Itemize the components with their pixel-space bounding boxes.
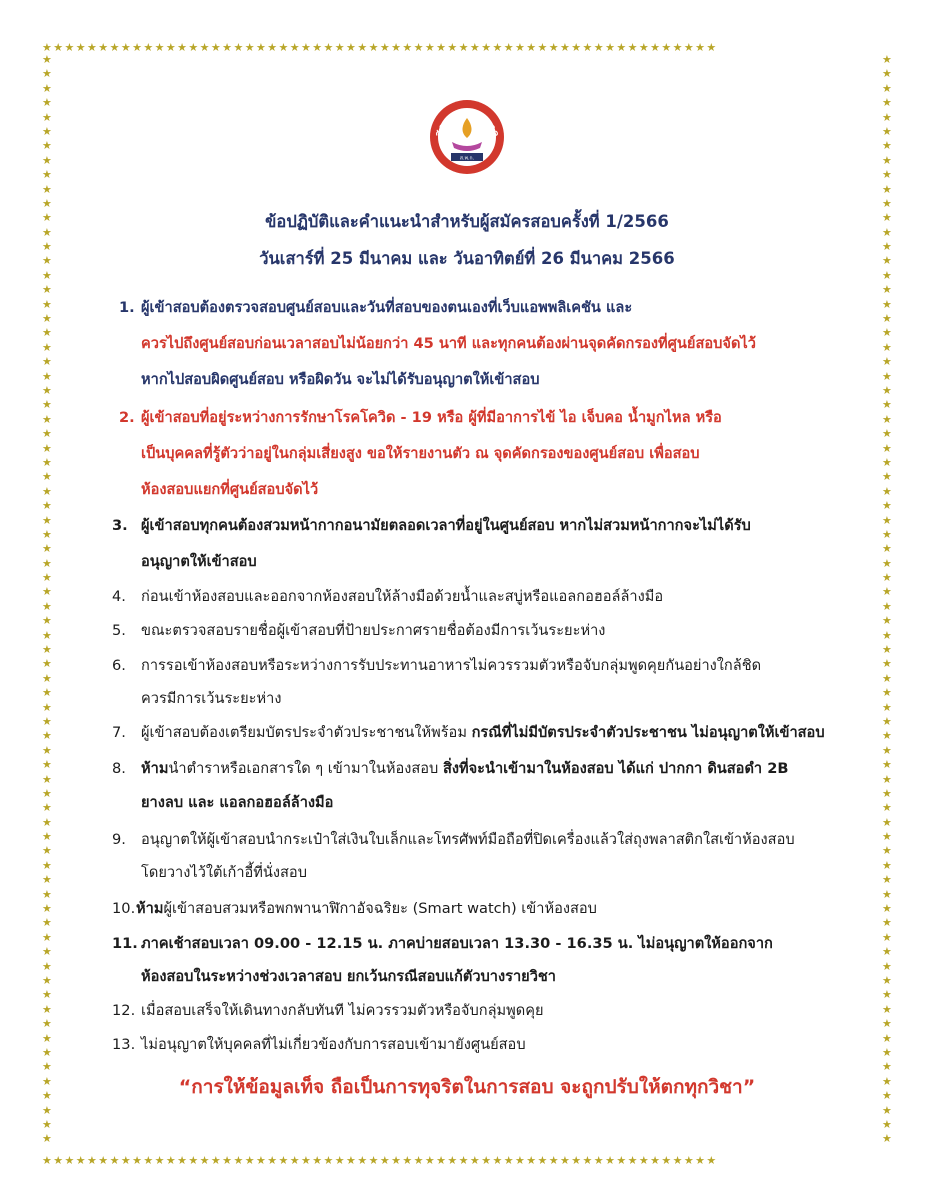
logo-small-text: ส.พ.ก. — [459, 155, 475, 162]
star-border-left: ★ ★ ★ ★ ★ ★ ★ ★ ★ ★ ★ ★ ★ ★ ★ ★ ★ ★ ★ ★ ★ ★ ★ ★ ★ ★ ★ ★ ★ ★ ★ ★ ★ ★ ★ ★ ★ ★ ★ ★ ★ ★ ★ ★ ★ ★ ★ ★ ★ ★ ★ ★ ★ ★ ★ ★ ★ ★ ★ ★ ★ ★ ★ ★ ★ ★ ★ ★ ★ ★ ★ ★ ★ ★ ★ ★ — [42, 54, 52, 1146]
star-border-top: ★★★★★★★★★★★★★★★★★★★★★★★★★★★★★★★★★★★★★★★★★★★★★★★★★★★★★★★★★★★★ — [42, 42, 718, 53]
warning-footer: “การให้ข้อมูลเท็จ ถือเป็นการทุจริตในการสอบ จะถูกปรับให้ตกทุกวิชา” — [178, 1076, 756, 1098]
logo-arc-text: สภาการพยาบาล — [433, 108, 501, 139]
star-border-bottom: ★★★★★★★★★★★★★★★★★★★★★★★★★★★★★★★★★★★★★★★★★★★★★★★★★★★★★★★★★★★★ — [42, 1155, 718, 1166]
title-line-1: ข้อปฏิบัติและคำแนะนำสำหรับผู้สมัครสอบครั้งที่ 1/2566 — [265, 212, 669, 231]
title-line-2: วันเสาร์ที่ 25 มีนาคม และ วันอาทิตย์ที่ 26 มีนาคม 2566 — [259, 249, 675, 268]
star-border-right: ★ ★ ★ ★ ★ ★ ★ ★ ★ ★ ★ ★ ★ ★ ★ ★ ★ ★ ★ ★ ★ ★ ★ ★ ★ ★ ★ ★ ★ ★ ★ ★ ★ ★ ★ ★ ★ ★ ★ ★ ★ ★ ★ ★ ★ ★ ★ ★ ★ ★ ★ ★ ★ ★ ★ ★ ★ ★ ★ ★ ★ ★ ★ ★ ★ ★ ★ ★ ★ ★ ★ ★ ★ ★ ★ ★ — [882, 54, 892, 1146]
nursing-council-logo — [428, 98, 506, 176]
